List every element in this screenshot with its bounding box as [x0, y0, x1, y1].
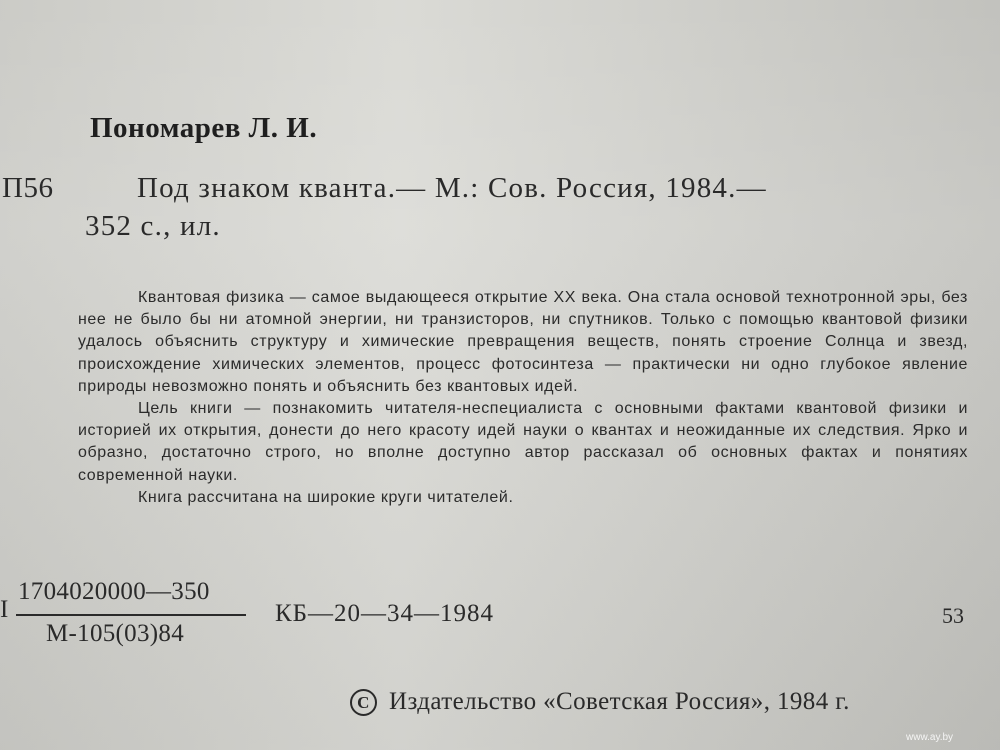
citation-line-2: 352 с., ил. [85, 210, 221, 242]
copyright-icon: C [350, 689, 377, 716]
copyright-text: Издательство «Советская Россия», 1984 г. [389, 688, 850, 715]
site-watermark: www.ay.by [906, 732, 954, 743]
index-denominator: М-105(03)84 [46, 620, 185, 647]
abstract-paragraph: Книга рассчитана на широкие круги читателей. [138, 488, 514, 506]
abstract [78, 287, 968, 509]
abstract-paragraph: Цель книги — познакомить читателя-неспециалиста с основными фактами квантовой физики и историей их открытия, донести до него красоту идей науки о квантах и неожиданные их следствия. Ярко и образно, достаточно строго, но вполне доступно автор рассказал об основных фактах и понятиях современной науки. [78, 400, 968, 484]
page-number: 53 [942, 603, 964, 628]
citation-line-1: Под знаком кванта.— М.: Сов. Россия, 1984.— [137, 172, 767, 204]
index-numerator: 1704020000—350 [18, 578, 210, 605]
author-name: Пономарев Л. И. [90, 112, 318, 144]
kb-code: КБ—20—34—1984 [275, 600, 495, 627]
catalog-code: П56 [2, 172, 54, 204]
abstract-paragraph: Квантовая физика — самое выдающееся открытие XX века. Она стала основой технотронной эры, без нее не было бы ни атомной энергии, ни транзисторов, ни спутников. Только с помощью квантовой физики удалось объяснить структуру и химические превращения веществ, понять строение Солнца и звезд, происхождение химических элементов, процесс фотосинтеза — практически ни одно глубокое явление природы невозможно понять и объяснить без квантовых идей. [78, 289, 968, 395]
fraction-divider [16, 614, 246, 616]
copyright-line [350, 688, 850, 716]
index-prefix: I [0, 596, 9, 623]
